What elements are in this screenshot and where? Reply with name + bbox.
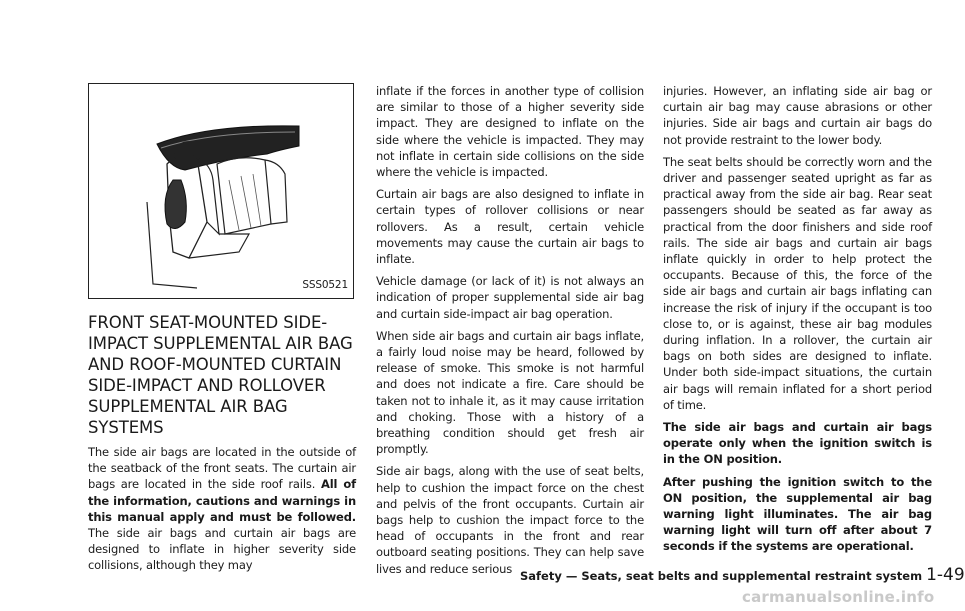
page-footer [520, 565, 965, 585]
paragraph: When side air bags and curtain air bags inflate, a fairly loud noise may be heard, followed by release of smoke. This smoke is not harmful and does not indicate a fire. Care should be taken not to inhale it, as it may cause irritation and choking. Those with a history of a breathing condition should get fresh air promptly. [376, 328, 644, 457]
paragraph: Vehicle damage (or lack of it) is not always an indication of proper supplemental side air bag and curtain side-impact air bag operation. [376, 274, 644, 321]
figure-caption: SSS0521 [302, 278, 348, 291]
paragraph: inflate if the forces in another type of collision are similar to those of a higher severity side impact. They are designed to inflate on the side where the vehicle is impacted. They may not inflate in certain side collisions on the side where the vehicle is impacted. [376, 84, 644, 180]
seat-airbag-drawing [89, 84, 353, 298]
column-2 [376, 83, 644, 583]
airbag-illustration [88, 83, 354, 299]
intro-paragraph: The side air bags are located in the outside of the seatback of the front seats. The curtain air bags are located in the side roof rails. All of the information, cautions and warnings in this manual apply and must be followed. The side air bags and curtain air bags are designed to inflate in higher severity side collisions, although they may [88, 445, 356, 573]
watermark: carmanualsonline.info [742, 588, 935, 606]
paragraph: Side air bags, along with the use of seat belts, help to cushion the impact force on the chest and pelvis of the front occupants. Curtain air bags help to cushion the impact force to the head of occupants in the front and rear outboard seating positions. They can help save lives and reduce serious [376, 464, 644, 576]
footer-section-title: Safety — Seats, seat belts and supplemental restraint system [520, 569, 923, 583]
paragraph: injuries. However, an inflating side air bag or curtain air bag may cause abrasions or other injuries. Side air bags and curtain air bags do not provide restraint to the lower body. [663, 84, 932, 147]
paragraph: Curtain air bags are also designed to inflate in certain types of rollover collisions or near rollovers. As a result, certain vehicle movements may cause the curtain air bags to inflate. [376, 187, 644, 267]
section-heading: FRONT SEAT-MOUNTED SIDE-IMPACT SUPPLEMENTAL AIR BAG AND ROOF-MOUNTED CURTAIN SIDE-IMPACT AND ROLLOVER SUPPLEMENTAL AIR BAG SYSTEMS [88, 313, 353, 437]
bold-paragraph: The side air bags and curtain air bags operate only when the ignition switch is in the ON position. [663, 420, 932, 467]
bold-paragraph: After pushing the ignition switch to the ON position, the supplemental air bag warning light illuminates. The air bag warning light will turn off after about 7 seconds if the systems are operational. [663, 474, 932, 554]
column-3 [663, 83, 932, 561]
column-1 [88, 83, 356, 580]
paragraph: The seat belts should be correctly worn and the driver and passenger seated upright as far as practical away from the side air bag. Rear seat passengers should be seated as far away as practical from the door finishers and side roof rails. The side air bags and curtain air bags inflate quickly in order to help protect the occupants. Because of this, the force of the side air bags and curtain air bags inflating can increase the risk of injury if the occupant is too close to, or is against, these air bag modules during inflation. In a rollover, the curtain air bags on both sides are designed to inflate. Under both side-impact situations, the curtain air bags will remain inflated for a short period of time. [663, 154, 932, 412]
page-number: 1-49 [926, 565, 965, 585]
